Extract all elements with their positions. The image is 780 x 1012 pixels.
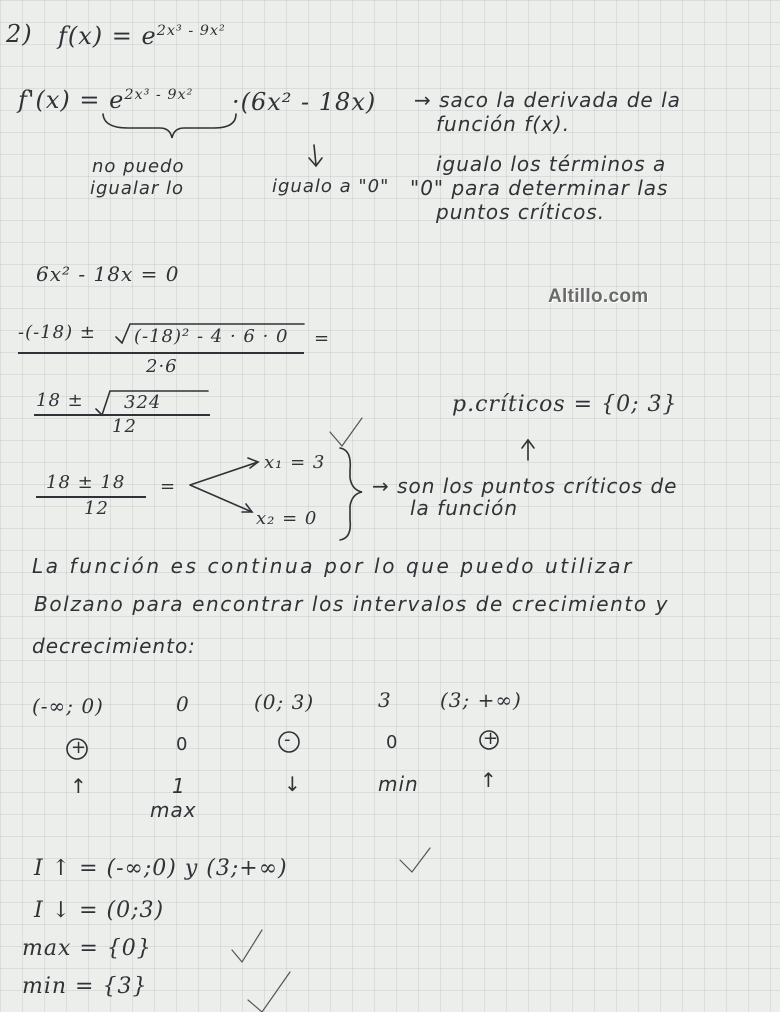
root-x1: x₁ = 3 — [264, 452, 326, 473]
function-base: f(x) = e — [58, 22, 157, 50]
sign-3: - — [284, 729, 292, 750]
check-mark-1 — [330, 418, 362, 446]
step3-numerator: 18 ± 18 — [46, 472, 126, 493]
behavior-5: ↑ — [480, 768, 498, 792]
root-x2: x₂ = 0 — [256, 508, 318, 529]
step2-radicand: 324 — [124, 392, 162, 413]
problem-number: 2) — [6, 20, 33, 48]
interval-3: (0; 3) — [254, 690, 315, 714]
quadratic-equals: = — [314, 328, 331, 349]
behavior-2: 1 — [172, 774, 186, 798]
sign-5: + — [483, 728, 500, 749]
down-arrow-shaft — [314, 145, 316, 165]
behavior-4: min — [378, 772, 419, 796]
roots-brace — [340, 448, 362, 540]
step2-numerator: 18 ± — [36, 390, 84, 411]
behavior-1: ↑ — [70, 774, 88, 798]
function-exponent: 2x³ - 9x² — [156, 23, 226, 39]
bolzano-line2: Bolzano para encontrar los intervalos de crecimiento y — [34, 592, 670, 616]
sign-2: 0 — [176, 734, 189, 755]
terms-note-line2: "0" para determinar las — [410, 176, 669, 200]
bolzano-line3: decrecimiento: — [32, 634, 196, 658]
step3-equals: = — [160, 476, 177, 497]
maximum-set: max = {0} — [22, 936, 152, 961]
check-mark-4 — [248, 972, 290, 1012]
quadratic-denominator: 2·6 — [146, 356, 178, 377]
quadratic-radicand: (-18)² - 4 · 6 · 0 — [134, 326, 289, 347]
increasing-intervals: I ↑ = (-∞;0) y (3;+∞) — [34, 856, 288, 881]
roots-note-line1: → son los puntos críticos de — [372, 474, 678, 498]
bolzano-line1: La función es continua por lo que puedo utilizar — [32, 554, 634, 578]
max-label: max — [150, 798, 197, 822]
behavior-3: ↓ — [284, 772, 302, 796]
watermark: Altillo.com — [548, 286, 649, 307]
quadratic-fraction-bar — [18, 352, 304, 354]
derivative-expression — [18, 86, 193, 114]
interval-4: 3 — [378, 688, 392, 712]
underbrace — [103, 114, 236, 138]
critical-points-set: p.críticos = {0; 3} — [452, 392, 678, 417]
derivative-note-line1: → saco la derivada de la — [414, 88, 681, 112]
brace-note-line2: igualar lo — [90, 178, 185, 199]
interval-5: (3; +∞) — [440, 688, 522, 712]
function-definition — [58, 22, 226, 50]
split-lines — [190, 462, 258, 512]
check-mark-2 — [400, 848, 430, 872]
derivative-exponent: 2x³ - 9x² — [124, 87, 194, 103]
sign-1: + — [71, 737, 88, 758]
minimum-set: min = {3} — [22, 974, 148, 999]
interval-2: 0 — [176, 692, 190, 716]
critical-equation: 6x² - 18x = 0 — [36, 262, 180, 286]
decreasing-intervals: I ↓ = (0;3) — [34, 898, 165, 923]
roots-note-line2: la función — [410, 496, 519, 520]
derivative-note-line2: función f(x). — [436, 112, 571, 136]
derivative-factor: ·(6x² - 18x) — [232, 88, 377, 116]
sign-4: 0 — [386, 732, 399, 753]
derivative-lhs: f'(x) = e — [18, 86, 125, 114]
quadratic-numerator-left: -(-18) ± — [18, 322, 96, 343]
terms-note-line3: puntos críticos. — [436, 200, 606, 224]
zero-note: igualo a "0" — [272, 176, 390, 197]
check-mark-3 — [232, 930, 262, 962]
step3-denominator: 12 — [84, 498, 109, 519]
terms-note-line1: igualo los términos a — [436, 152, 667, 176]
step2-denominator: 12 — [112, 416, 137, 437]
brace-note-line1: no puedo — [92, 156, 185, 177]
interval-1: (-∞; 0) — [32, 694, 104, 718]
